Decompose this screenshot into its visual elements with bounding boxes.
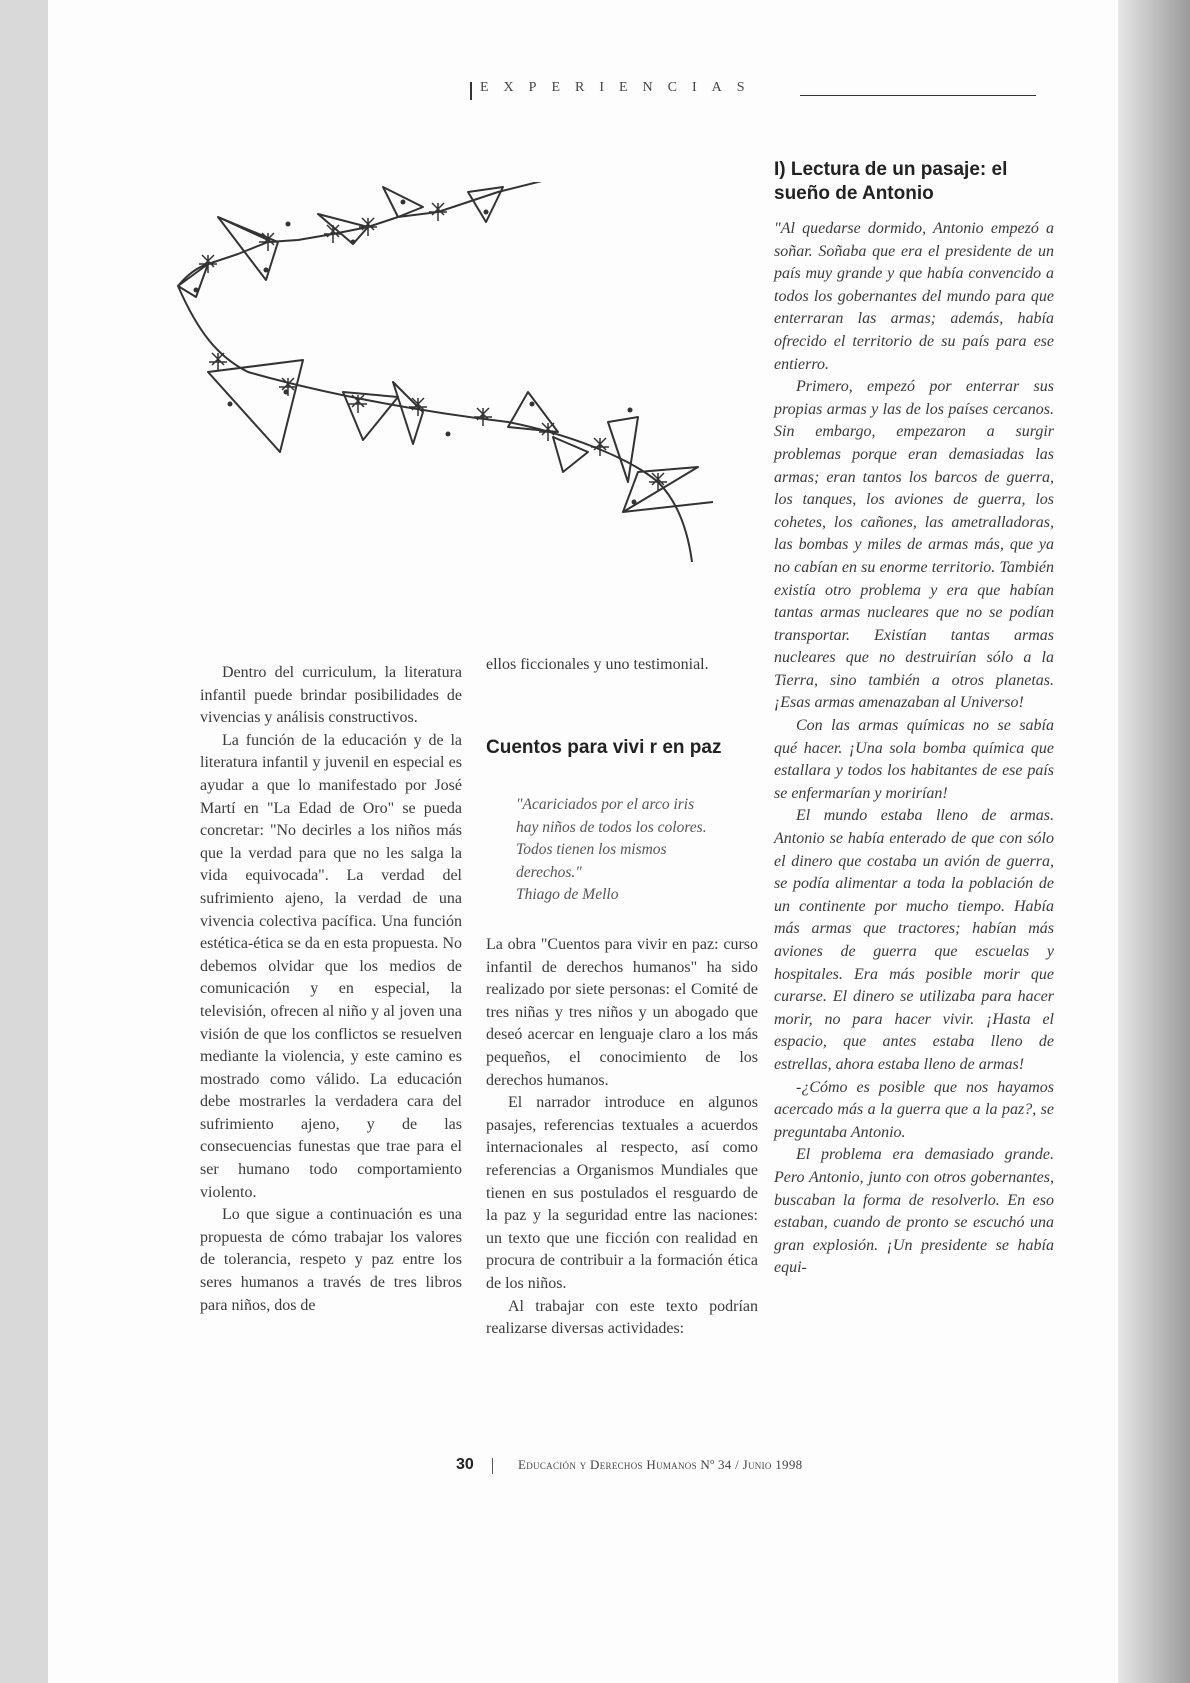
story-paragraph: Con las armas químicas no se sabía qué hacer. ¡Una sola bomba química que estallara y todos los habitantes de ese país se enfermarían y morirían!: [774, 717, 1054, 802]
body-paragraph: ellos ficcionales y uno testimonial.: [486, 656, 709, 673]
story-paragraph: El problema era demasiado grande. Pero Antonio, junto con otros gobernantes, buscaban la forma de resolverlo. En eso estaban, cuando de pronto se escuchó una gran explosión. ¡Un presidente se había equi-: [774, 1146, 1054, 1277]
page-number: 30: [456, 1456, 474, 1473]
header-bar: [470, 82, 472, 100]
left-column: [200, 662, 462, 1317]
body-paragraph: Dentro del curriculum, la literatura infantil puede brindar posibilidades de vivencias y análisis constructivos.: [200, 664, 462, 727]
middle-column-intro: [486, 654, 758, 677]
body-paragraph: La obra "Cuentos para vivir en paz: curso infantil de derechos humanos" ha sido realizado por siete personas: el Comité de tres niñas y tres niños y un abogado que deseó acercar en lenguaje claro a los más pequeños, el conocimiento de los derechos humanos.: [486, 936, 758, 1089]
footer-separator: [492, 1458, 493, 1474]
story-column: [774, 218, 1054, 1280]
epigraph-line: derechos.": [516, 863, 582, 881]
section-header: [470, 80, 1036, 100]
epigraph-line: hay niños de todos los colores.: [516, 818, 707, 836]
page-footer: [456, 1456, 1016, 1476]
body-paragraph: Al trabajar con este texto podrían realizarse diversas actividades:: [486, 1297, 758, 1338]
publication-line: Educación y Derechos Humanos Nº 34 / Junio 1998: [518, 1457, 803, 1472]
header-rule: [800, 95, 1036, 96]
story-heading: I) Lectura de un pasaje: el sueño de Antonio: [774, 159, 1008, 204]
cuentos-heading: Cuentos para vivi r en paz: [486, 737, 722, 758]
epigraph: [516, 794, 766, 907]
story-paragraph: "Al quedarse dormido, Antonio empezó a soñar. Soñaba que era el presidente de un país muy grande y que había convencido a todos los gobernantes del mundo para que enterraran las armas; además, había ofrecido el territorio de su país para ese entierro.: [774, 220, 1054, 373]
epigraph-line: Todos tienen los mismos: [516, 841, 667, 859]
body-paragraph: La función de la educación y de la literatura infantil y juvenil en especial es ayudar a que lo manifestado por José Martí en "La Edad de Oro" se pueda concretar: "No decirles a los niños más que la verdad para que no les salga la vida equivocada". La verdad del sufrimiento ajeno, la verdad de una vivencia colectiva pacífica. Una función estética-ética se da en esta propuesta. No debemos olvidar que los medios de comunicación y en especial, la televisión, ofrecen al niño y al joven una visión de que los conflictos se resuelven mediante la violencia, y este camino es mostrado como válido. La educación debe mostrarles la verdadera cara del sufrimiento ajeno, y de las consecuencias funestas que trae para el ser humano todo comportamiento violento.: [200, 731, 462, 1201]
middle-column: [486, 934, 758, 1341]
story-paragraph: Primero, empezó por enterrar sus propias armas y las de los países cercanos. Sin embargo, empezaron a surgir problemas porque eran demasiadas las armas; eran tantos los barcos de guerra, los tanques, los aviones de guerra, los cohetes, los cañones, las ametralladoras, las bombas y miles de armas más, que ya no cabían en su enorme territorio. También existía otro problema y era que habían tantas armas nucleares que no se podían transportar. Existían tantas armas nucleares que no destruirían sólo a la Tierra, sino también a otros planetas. ¡Esas armas amenazaban al Universo!: [774, 378, 1054, 712]
story-paragraph: El mundo estaba lleno de armas. Antonio se había enterado de que con sólo el dinero que costaba un avión de guerra, se podía alimentar a toda la población de un continente por mucho tiempo. Había más armas que tractores; habían más aviones de guerra que escuelas y hospitales. Era más posible morir que curarse. El dinero se utilizaba para hacer morir, no para hacer vivir. ¡Hasta el espacio, que antes estaba lleno de estrellas, ahora estaba lleno de armas!: [774, 807, 1054, 1073]
section-label: EXPERIENCIAS: [480, 80, 760, 95]
scan-border-left: [0, 0, 48, 1683]
story-paragraph: -¿Cómo es posible que nos hayamos acercado más a la guerra que a la paz?, se preguntaba Antonio.: [774, 1078, 1054, 1141]
epigraph-line: "Acariciados por el arco iris: [516, 796, 695, 813]
body-paragraph: El narrador introduce en algunos pasajes, referencias textuales a acuerdos internacionales al respecto, así como referencias a Organismos Mundiales que tienen en sus postulados el resguardo de la paz y la seguridad entre las naciones: un texto que une ficción con realidad en procura de contribuir a la formación ética de los niños.: [486, 1094, 758, 1292]
epigraph-author: Thiago de Mello: [516, 886, 619, 904]
body-paragraph: Lo que sigue a continuación es una propuesta de cómo trabajar los valores de tolerancia, respeto y paz entre los seres humanos a través de tres libros para niños, dos de: [200, 1206, 462, 1314]
garland-illustration: [168, 182, 746, 602]
scan-border-right: [1118, 0, 1190, 1683]
